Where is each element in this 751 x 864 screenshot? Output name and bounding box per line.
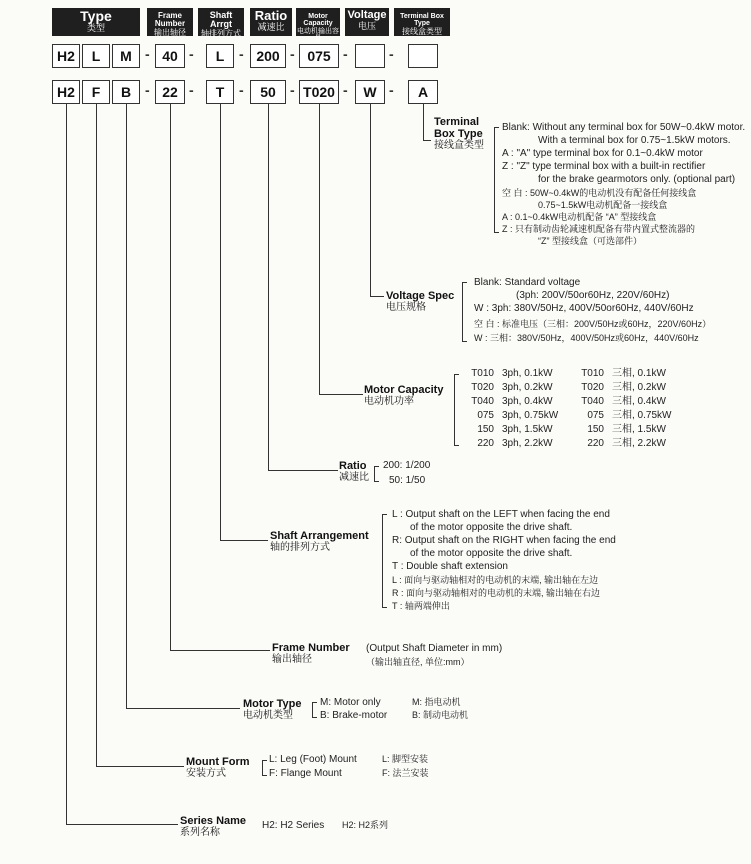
mount-form-title-zh: 安装方式 xyxy=(186,768,226,780)
motor-capacity-en: 3ph, 0.4kW xyxy=(502,396,553,407)
voltage-spec-line-3: W : 3ph: 380V/50Hz, 400V/50or60Hz, 440V/60Hz xyxy=(474,303,694,314)
frame-number-title-zh: 输出轴径 xyxy=(272,654,312,666)
motor-capacity-code: 150 xyxy=(477,424,494,435)
motor-capacity-code: 075 xyxy=(477,410,494,421)
motor-type-line-1-zh: M: 指电动机 xyxy=(412,697,461,707)
shaft-arrangement-line-8: T : 轴两端伸出 xyxy=(392,601,450,611)
voltage-spec-title xyxy=(386,290,454,313)
header-voltage-en: Voltage xyxy=(347,9,387,21)
header-terminal-box-type-en: Terminal Box Type xyxy=(400,13,444,28)
terminal-box-bracket xyxy=(494,127,499,233)
code-row1-dash-6: - xyxy=(389,46,394,62)
header-type-zh: 类型 xyxy=(86,22,105,33)
motor-capacity-code: T020 xyxy=(471,382,494,393)
motor-type-title xyxy=(243,698,301,721)
motor-capacity-zh: 三相, 1.5kW xyxy=(612,424,666,435)
code-row2-mount: F xyxy=(82,80,110,104)
code-row1-dash-5: - xyxy=(343,46,348,62)
code-row2-dash-4: - xyxy=(290,82,295,98)
connector-mount-v xyxy=(96,104,97,766)
code-row1-dash-2: - xyxy=(189,46,194,62)
voltage-spec-title-zh: 电压规格 xyxy=(386,302,426,314)
code-row1-shaft: L xyxy=(206,44,234,68)
motor-type-bracket xyxy=(312,702,317,718)
shaft-arrangement-line-7: R : 面向与驱动轴相对的电动机的末端, 输出轴在右边 xyxy=(392,588,601,598)
code-row1-voltage xyxy=(355,44,385,68)
code-row1-dash-3: - xyxy=(239,46,244,62)
code-row1-mount: L xyxy=(82,44,110,68)
connector-frame-v xyxy=(170,104,171,650)
motor-capacity-zh-code: T020 xyxy=(581,382,604,393)
frame-number-desc-en: (Output Shaft Diameter in mm) xyxy=(366,643,503,654)
series-name-title-en: Series Name xyxy=(180,815,247,827)
shaft-arrangement-title xyxy=(270,530,369,553)
header-voltage xyxy=(345,8,389,36)
code-row2-capacity: T020 xyxy=(299,80,339,104)
motor-capacity-zh-code: 075 xyxy=(587,410,604,421)
ratio-bracket xyxy=(374,466,379,482)
header-motor-capacity-en: Motor Capacity xyxy=(303,13,333,28)
connector-frame-h xyxy=(170,650,270,651)
connector-terminal-v xyxy=(423,104,424,140)
voltage-spec-bracket xyxy=(462,282,467,342)
code-row2-voltage: W xyxy=(355,80,385,104)
motor-type-title-zh: 电动机类型 xyxy=(243,710,293,722)
motor-capacity-zh-code: T010 xyxy=(581,368,604,379)
mount-form-line-1-zh: L: 脚型安装 xyxy=(382,754,429,764)
code-row2-dash-2: - xyxy=(189,82,194,98)
connector-capacity-v xyxy=(319,104,320,394)
connector-voltage-h xyxy=(370,296,384,297)
motor-capacity-zh: 三相, 2.2kW xyxy=(612,438,666,449)
terminal-box-title xyxy=(434,116,484,151)
motor-capacity-en: 3ph, 2.2kW xyxy=(502,438,553,449)
header-ratio xyxy=(250,8,292,36)
motor-capacity-en: 3ph, 1.5kW xyxy=(502,424,553,435)
voltage-spec-line-4: 空 白 : 标准电压（三相：200V/50Hz或60Hz，220V/60Hz） xyxy=(474,319,712,329)
voltage-spec-title-en: Voltage Spec xyxy=(386,290,455,302)
series-name-title-zh: 系列名称 xyxy=(180,827,220,839)
terminal-box-line-9: Z : 只有制动齿轮减速机配备有带内置式整流器的 xyxy=(502,224,696,234)
motor-type-line-1-en: M: Motor only xyxy=(320,697,381,708)
series-name-title xyxy=(180,815,246,838)
code-row2-dash-1: - xyxy=(145,82,150,98)
ratio-line-1: 200: 1/200 xyxy=(383,460,431,471)
connector-shaft-h xyxy=(220,540,268,541)
motor-capacity-title xyxy=(364,384,443,407)
header-terminal-box-type xyxy=(394,8,450,36)
voltage-spec-line-5: W : 三相：380V/50Hz，400V/50Hz或60Hz，440V/60Hz xyxy=(474,333,699,343)
series-name-zh: H2: H2系列 xyxy=(342,820,389,830)
header-frame-number-en: Frame Number xyxy=(154,11,186,29)
code-row1-ratio: 200 xyxy=(250,44,286,68)
frame-number-desc-zh: （输出轴直径, 单位:mm） xyxy=(366,657,470,667)
header-type xyxy=(52,8,140,36)
terminal-box-line-1: Blank: Without any terminal box for 50W~0.4kW motor. xyxy=(502,122,746,133)
terminal-box-line-10: “Z” 型接线盒（可选部件） xyxy=(538,236,642,246)
code-row2-ratio: 50 xyxy=(250,80,286,104)
header-frame-number xyxy=(147,8,193,36)
code-row2-terminal: A xyxy=(408,80,438,104)
motor-type-line-2-en: B: Brake-motor xyxy=(320,710,388,721)
code-row1-terminal xyxy=(408,44,438,68)
terminal-box-title-zh: 接线盒类型 xyxy=(434,140,484,152)
connector-motor-type-h xyxy=(126,708,240,709)
code-row1-dash-1: - xyxy=(145,46,150,62)
terminal-box-title-en-1: Terminal xyxy=(434,116,480,128)
connector-capacity-h xyxy=(319,394,363,395)
shaft-arrangement-line-1: L : Output shaft on the LEFT when facing the end xyxy=(392,509,610,520)
ratio-line-2: 50: 1/50 xyxy=(389,475,426,486)
connector-series-h xyxy=(66,824,178,825)
motor-capacity-code: T040 xyxy=(471,396,494,407)
terminal-box-line-2: With a terminal box for 0.75~1.5kW motors. xyxy=(538,135,731,146)
frame-number-title xyxy=(272,642,350,665)
header-shaft-arrgt xyxy=(198,8,244,36)
voltage-spec-line-2: (3ph: 200V/50or60Hz, 220V/60Hz) xyxy=(516,290,670,301)
motor-type-line-2-zh: B: 制动电动机 xyxy=(412,710,469,720)
motor-capacity-zh: 三相, 0.4kW xyxy=(612,396,666,407)
terminal-box-line-5: for the brake gearmotors only. (optional part) xyxy=(538,174,736,185)
header-shaft-arrgt-en: Shaft Arrgt xyxy=(209,10,233,30)
shaft-arrangement-line-3: R: Output shaft on the RIGHT when facing the end xyxy=(392,535,616,546)
header-shaft-arrgt-zh: 轴排列方式 xyxy=(201,28,241,38)
shaft-arrangement-line-4: of the motor opposite the drive shaft. xyxy=(410,548,573,559)
header-motor-capacity xyxy=(296,8,340,43)
motor-capacity-code: T010 xyxy=(471,368,494,379)
code-row2-shaft: T xyxy=(206,80,234,104)
shaft-arrangement-line-5: T : Double shaft extension xyxy=(392,561,508,572)
connector-terminal-h xyxy=(423,140,431,141)
header-type-en: Type xyxy=(80,8,112,24)
header-voltage-zh: 电压 xyxy=(357,20,376,31)
code-row1-dash-4: - xyxy=(290,46,295,62)
motor-capacity-title-en: Motor Capacity xyxy=(364,384,444,396)
code-row2-series: H2 xyxy=(52,80,80,104)
motor-capacity-zh-code: 150 xyxy=(587,424,604,435)
motor-capacity-en: 3ph, 0.2kW xyxy=(502,382,553,393)
motor-capacity-zh: 三相, 0.2kW xyxy=(612,382,666,393)
ratio-title xyxy=(339,460,369,483)
shaft-arrangement-line-6: L : 面向与驱动轴相对的电动机的末端, 输出轴在左边 xyxy=(392,575,599,585)
header-ratio-zh: 减速比 xyxy=(257,21,285,32)
connector-voltage-v xyxy=(370,104,371,296)
series-name-en: H2: H2 Series xyxy=(262,820,325,831)
terminal-box-line-7: 0.75~1.5kW电动机配备一接线盒 xyxy=(538,200,668,210)
code-row1-motor-type: M xyxy=(112,44,140,68)
code-row2-dash-5: - xyxy=(343,82,348,98)
header-ratio-en: Ratio xyxy=(254,8,288,23)
motor-capacity-en: 3ph, 0.75kW xyxy=(502,410,559,421)
code-row2-dash-3: - xyxy=(239,82,244,98)
motor-capacity-code: 220 xyxy=(477,438,494,449)
code-row2-frame: 22 xyxy=(155,80,185,104)
shaft-arrangement-title-en: Shaft Arrangement xyxy=(270,530,369,542)
shaft-arrangement-bracket xyxy=(382,514,387,608)
code-row2-motor-type: B xyxy=(112,80,140,104)
connector-ratio-h xyxy=(268,470,338,471)
terminal-box-line-6: 空 白 : 50W~0.4kW的电动机没有配备任何接线盒 xyxy=(502,188,697,198)
frame-number-title-en: Frame Number xyxy=(272,642,350,654)
mount-form-title xyxy=(186,756,250,779)
motor-capacity-zh-code: 220 xyxy=(587,438,604,449)
ratio-title-en: Ratio xyxy=(339,460,367,472)
header-motor-capacity-zh: 电动机输出容量 xyxy=(297,27,339,43)
mount-form-bracket xyxy=(262,760,267,776)
code-row1-frame: 40 xyxy=(155,44,185,68)
motor-capacity-title-zh: 电动机功率 xyxy=(364,396,414,408)
mount-form-line-2-en: F: Flange Mount xyxy=(269,768,342,779)
header-frame-number-zh: 输出轴径 xyxy=(154,27,186,37)
voltage-spec-line-1: Blank: Standard voltage xyxy=(474,277,581,288)
shaft-arrangement-line-2: of the motor opposite the drive shaft. xyxy=(410,522,573,533)
ratio-title-zh: 减速比 xyxy=(339,472,369,484)
terminal-box-line-3: A : "A" type terminal box for 0.1~0.4kW motor xyxy=(502,148,703,159)
motor-capacity-zh: 三相, 0.1kW xyxy=(612,368,666,379)
connector-series-v xyxy=(66,104,67,824)
connector-shaft-v xyxy=(220,104,221,540)
motor-capacity-zh: 三相, 0.75kW xyxy=(612,410,672,421)
mount-form-line-1-en: L: Leg (Foot) Mount xyxy=(269,754,357,765)
terminal-box-line-8: A : 0.1~0.4kW电动机配备 “A” 型接线盒 xyxy=(502,212,657,222)
mount-form-title-en: Mount Form xyxy=(186,756,250,768)
connector-motor-type-v xyxy=(126,104,127,708)
code-row1-series: H2 xyxy=(52,44,80,68)
connector-ratio-v xyxy=(268,104,269,470)
mount-form-line-2-zh: F: 法兰安装 xyxy=(382,768,429,778)
connector-mount-h xyxy=(96,766,184,767)
motor-capacity-en: 3ph, 0.1kW xyxy=(502,368,553,379)
motor-capacity-zh-code: T040 xyxy=(581,396,604,407)
motor-type-title-en: Motor Type xyxy=(243,698,302,710)
header-terminal-box-type-zh: 接线盒类型 xyxy=(402,26,442,36)
motor-capacity-bracket xyxy=(454,374,459,446)
code-row1-capacity: 075 xyxy=(299,44,339,68)
shaft-arrangement-title-zh: 轴的排列方式 xyxy=(270,542,330,554)
terminal-box-title-en-2: Box Type xyxy=(434,128,483,141)
terminal-box-line-4: Z : "Z" type terminal box with a built-in rectifier xyxy=(502,161,706,172)
code-row2-dash-6: - xyxy=(389,82,394,98)
